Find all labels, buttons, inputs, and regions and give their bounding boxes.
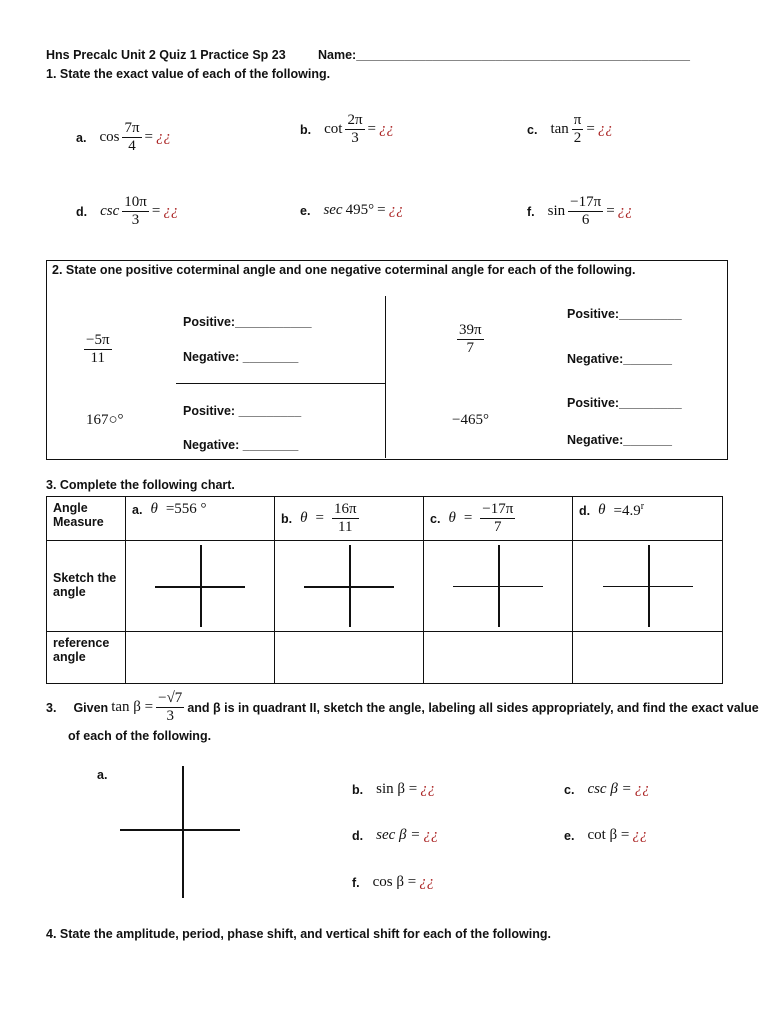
q3b-item-c (564, 781, 650, 798)
q3b-sketch-label: a. (97, 768, 108, 782)
q1-c-func: tan (550, 121, 569, 137)
sketch-cell-b[interactable] (275, 541, 424, 632)
q3b-given: Given (73, 700, 109, 715)
col-b-label: b. (281, 511, 293, 526)
col-b-fraction: $\frac{16\pi}{11}$ (333, 501, 357, 535)
sketch-cell-c[interactable] (424, 541, 573, 632)
q2-1-negative[interactable]: Negative: ________ (183, 350, 299, 364)
reference-cell-c[interactable] (424, 632, 573, 684)
q1-item-c (527, 112, 613, 147)
q1-c-equals: = (586, 121, 595, 137)
q2-vertical-divider (385, 296, 386, 458)
q2-2-negative[interactable]: Negative:_______ (567, 352, 672, 366)
sketch-cell-a[interactable] (126, 541, 275, 632)
q3b-fraction: $\frac{-√7}{3}$ (158, 690, 183, 724)
q1-b-answer[interactable]: ¿¿ (378, 121, 394, 137)
q2-horizontal-divider (176, 383, 385, 384)
q1-e-func: sec (323, 202, 343, 218)
q4-prompt: 4. State the amplitude, period, phase shift, and vertical shift for each of the following. (46, 927, 551, 941)
q1-f-label: f. (527, 204, 535, 219)
q3b-f-expr: cos β = (372, 874, 417, 890)
q1-b-func: cot (324, 121, 343, 137)
q3b-item-d (352, 827, 438, 844)
q1-d-answer[interactable]: ¿¿ (163, 203, 179, 219)
col-c-label: c. (430, 511, 441, 526)
q2-1-positive[interactable]: Positive:___________ (183, 315, 312, 329)
reference-cell-d[interactable] (573, 632, 723, 684)
q3b-d-label: d. (352, 828, 364, 843)
q3b-c-expr: csc β = (587, 781, 632, 797)
col-c-equals: = (463, 510, 473, 526)
axes-sketch-a (155, 545, 245, 627)
col-d-label: d. (579, 503, 591, 518)
q1-item-b (300, 112, 394, 147)
q1-f-func: sin (547, 203, 566, 219)
q1-item-e (300, 202, 404, 219)
q1-a-func: cos (99, 129, 120, 145)
q1-e-answer[interactable]: ¿¿ (388, 202, 404, 218)
q1-f-fraction: $\frac{-17\pi}{6}$ (570, 194, 602, 228)
q3b-f-answer[interactable]: ¿¿ (419, 874, 435, 890)
name-field[interactable] (318, 48, 690, 62)
q1-d-equals: = (151, 203, 161, 219)
q1-d-label: d. (76, 204, 88, 219)
name-label: Name: (318, 48, 357, 62)
q3b-item-e (564, 827, 647, 844)
q2-3-positive[interactable]: Positive: _________ (183, 404, 302, 418)
q3b-e-label: e. (564, 828, 575, 843)
q1-d-fraction: $\frac{10\pi}{3}$ (124, 194, 147, 228)
chart-col-d (573, 497, 723, 541)
q3b-rest: and β is in quadrant II, sketch the angle, labeling all sides appropriately, and find the exact value (187, 700, 759, 715)
q1-b-label: b. (300, 122, 312, 137)
q1-c-label: c. (527, 122, 538, 137)
chart-col-b (275, 497, 424, 541)
q3b-f-label: f. (352, 875, 360, 890)
col-c-theta: θ (448, 510, 456, 526)
sketch-cell-d[interactable] (573, 541, 723, 632)
axes-sketch-d (603, 545, 693, 627)
row-header-angle-measure: Angle Measure (47, 497, 126, 541)
col-c-fraction: $\frac{-17\pi}{7}$ (482, 501, 514, 535)
q1-d-func: csc (100, 203, 120, 219)
q2-2-positive[interactable]: Positive:_________ (567, 307, 682, 321)
q2-angle-4: −465° (452, 412, 489, 428)
chart-col-c (424, 497, 573, 541)
axes-sketch-c (453, 545, 543, 627)
q3b-prompt (46, 690, 759, 725)
q3b-c-answer[interactable]: ¿¿ (634, 781, 650, 797)
q3b-b-label: b. (352, 782, 364, 797)
q3b-tan-expr: tan β = (111, 699, 154, 715)
q3b-b-answer[interactable]: ¿¿ (420, 781, 436, 797)
axes-sketch-b (304, 545, 394, 627)
q2-4-positive[interactable]: Positive:_________ (567, 396, 682, 410)
q1-item-f (527, 194, 633, 229)
q1-item-a (76, 120, 171, 155)
q3b-item-b (352, 781, 435, 798)
col-a-value: =556 ° (165, 501, 207, 517)
q1-f-equals: = (606, 203, 615, 219)
worksheet-title: Hns Precalc Unit 2 Quiz 1 Practice Sp 23 (46, 48, 286, 62)
q3b-b-expr: sin β = (376, 781, 418, 797)
q2-angle-1: $\frac{-5\pi}{11}$ (86, 332, 110, 366)
col-a-label: a. (132, 502, 143, 517)
q3b-d-expr: sec β = (376, 827, 421, 843)
col-b-equals: = (315, 510, 324, 526)
col-d-radian-mark: r (640, 501, 645, 512)
reference-cell-a[interactable] (126, 632, 275, 684)
q3b-d-answer[interactable]: ¿¿ (423, 827, 439, 843)
reference-cell-b[interactable] (275, 632, 424, 684)
name-blank: ________________________________________________ (356, 48, 690, 62)
q1-a-label: a. (76, 130, 87, 145)
q3b-axes-sketch[interactable] (120, 766, 240, 898)
col-b-theta: θ (300, 510, 308, 526)
q1-a-equals: = (144, 129, 153, 145)
q1-f-answer[interactable]: ¿¿ (617, 203, 633, 219)
q2-angle-3: 167○° (86, 412, 124, 428)
q1-prompt: 1. State the exact value of each of the following. (46, 67, 331, 81)
q1-c-answer[interactable]: ¿¿ (597, 121, 613, 137)
q3b-item-f (352, 874, 434, 891)
q1-b-fraction: $\frac{2\pi}{3}$ (347, 112, 363, 146)
q1-b-equals: = (367, 121, 376, 137)
q1-a-answer[interactable]: ¿¿ (155, 129, 171, 145)
chart-col-a (126, 497, 275, 541)
q1-item-d (76, 194, 178, 229)
angle-chart (46, 496, 723, 684)
q1-c-fraction: $\frac{\pi}{2}$ (573, 112, 582, 146)
q3b-e-answer[interactable]: ¿¿ (632, 827, 648, 843)
q2-angle-2: $\frac{39\pi}{7}$ (459, 322, 482, 356)
q1-e-arg: 495° (345, 202, 375, 218)
row-header-reference: reference angle (47, 632, 126, 684)
q1-a-fraction: $\frac{7\pi}{4}$ (124, 120, 140, 154)
col-a-theta: θ (150, 501, 158, 517)
row-header-sketch: Sketch the angle (47, 541, 126, 632)
q3b-e-expr: cot β = (587, 827, 630, 843)
q3-prompt: 3. Complete the following chart. (46, 478, 235, 492)
col-d-theta: θ (598, 502, 606, 518)
q1-e-label: e. (300, 203, 311, 218)
q3b-c-label: c. (564, 782, 575, 797)
q3b-number: 3. (46, 700, 57, 715)
col-d-value: =4.9 (613, 503, 641, 519)
q3b-line2: of each of the following. (68, 729, 212, 743)
q2-prompt: 2. State one positive coterminal angle and one negative coterminal angle for each of the following. (52, 263, 636, 277)
q1-e-equals: = (377, 202, 386, 218)
q2-3-negative[interactable]: Negative: ________ (183, 438, 299, 452)
q2-4-negative[interactable]: Negative:_______ (567, 433, 672, 447)
